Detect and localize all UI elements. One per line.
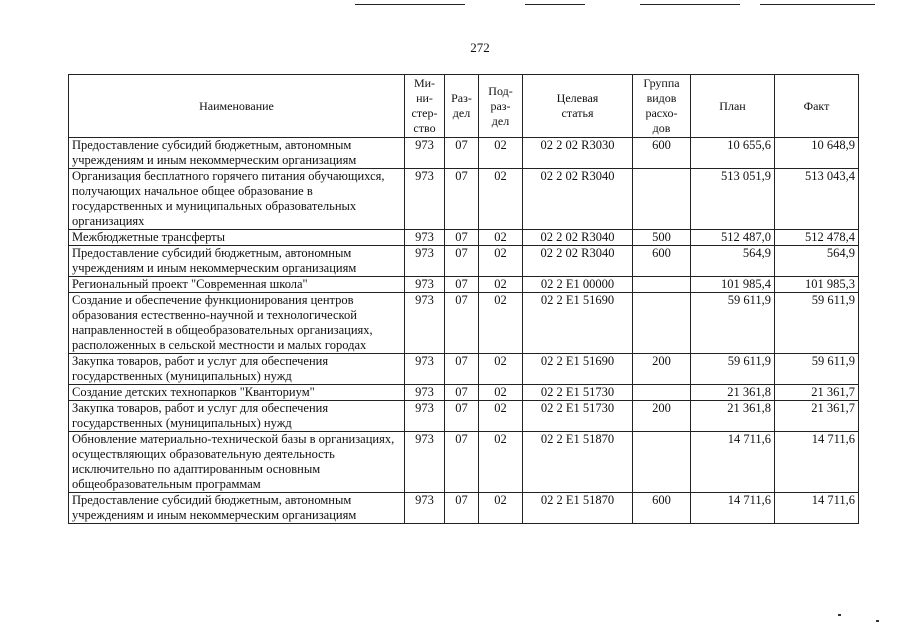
table-row <box>69 230 859 246</box>
top-rule-3 <box>640 4 740 5</box>
table-row <box>69 401 859 432</box>
row-group: 600 <box>633 246 691 277</box>
row-subsection: 02 <box>479 246 523 277</box>
row-plan: 564,9 <box>691 246 775 277</box>
header-plan: План <box>691 75 775 138</box>
table-row <box>69 138 859 169</box>
row-fact: 564,9 <box>775 246 859 277</box>
row-group: 500 <box>633 230 691 246</box>
row-subsection: 02 <box>479 432 523 493</box>
row-group <box>633 169 691 230</box>
row-target: 02 2 E1 00000 <box>523 277 633 293</box>
row-name: Предоставление субсидий бюджетным, автономным учреждениям и иным некоммерческим организациям <box>69 246 405 277</box>
row-group: 200 <box>633 401 691 432</box>
row-section: 07 <box>445 493 479 524</box>
row-ministry: 973 <box>405 493 445 524</box>
scan-speck <box>838 614 841 616</box>
row-group <box>633 385 691 401</box>
row-name: Создание детских технопарков "Кванториум" <box>69 385 405 401</box>
row-fact: 14 711,6 <box>775 493 859 524</box>
row-name: Предоставление субсидий бюджетным, автономным учреждениям и иным некоммерческим организациям <box>69 493 405 524</box>
row-ministry: 973 <box>405 230 445 246</box>
row-target: 02 2 E1 51870 <box>523 432 633 493</box>
row-fact: 21 361,7 <box>775 401 859 432</box>
table-row <box>69 432 859 493</box>
row-section: 07 <box>445 432 479 493</box>
row-target: 02 2 02 R3040 <box>523 230 633 246</box>
row-ministry: 973 <box>405 293 445 354</box>
row-fact: 59 611,9 <box>775 293 859 354</box>
row-subsection: 02 <box>479 230 523 246</box>
table-row <box>69 246 859 277</box>
table-row <box>69 169 859 230</box>
row-group: 200 <box>633 354 691 385</box>
row-name: Межбюджетные трансферты <box>69 230 405 246</box>
header-subsection: Под- раз- дел <box>479 75 523 138</box>
row-fact: 59 611,9 <box>775 354 859 385</box>
row-plan: 10 655,6 <box>691 138 775 169</box>
row-subsection: 02 <box>479 401 523 432</box>
row-target: 02 2 02 R3040 <box>523 169 633 230</box>
row-subsection: 02 <box>479 385 523 401</box>
row-plan: 14 711,6 <box>691 432 775 493</box>
row-plan: 513 051,9 <box>691 169 775 230</box>
row-section: 07 <box>445 246 479 277</box>
row-ministry: 973 <box>405 169 445 230</box>
row-name: Предоставление субсидий бюджетным, автономным учреждениям и иным некоммерческим организациям <box>69 138 405 169</box>
table-row <box>69 493 859 524</box>
row-ministry: 973 <box>405 138 445 169</box>
row-target: 02 2 02 R3030 <box>523 138 633 169</box>
row-ministry: 973 <box>405 246 445 277</box>
row-fact: 513 043,4 <box>775 169 859 230</box>
header-section: Раз- дел <box>445 75 479 138</box>
row-target: 02 2 E1 51730 <box>523 385 633 401</box>
budget-table <box>68 74 859 524</box>
row-ministry: 973 <box>405 354 445 385</box>
row-plan: 512 487,0 <box>691 230 775 246</box>
top-rule-4 <box>760 4 875 5</box>
row-subsection: 02 <box>479 493 523 524</box>
row-name: Закупка товаров, работ и услуг для обеспечения государственных (муниципальных) нужд <box>69 354 405 385</box>
row-name: Организация бесплатного горячего питания обучающихся, получающих начальное общее образование в государственных и муниципальных образовательных организациях <box>69 169 405 230</box>
header-fact: Факт <box>775 75 859 138</box>
table-header-row <box>69 75 859 138</box>
row-target: 02 2 E1 51870 <box>523 493 633 524</box>
row-name: Закупка товаров, работ и услуг для обеспечения государственных (муниципальных) нужд <box>69 401 405 432</box>
row-ministry: 973 <box>405 277 445 293</box>
row-group: 600 <box>633 138 691 169</box>
top-rule-2 <box>525 4 585 5</box>
row-group <box>633 432 691 493</box>
row-fact: 512 478,4 <box>775 230 859 246</box>
table-row <box>69 277 859 293</box>
row-target: 02 2 E1 51730 <box>523 401 633 432</box>
row-section: 07 <box>445 401 479 432</box>
row-section: 07 <box>445 385 479 401</box>
row-group <box>633 277 691 293</box>
row-plan: 21 361,8 <box>691 401 775 432</box>
row-section: 07 <box>445 354 479 385</box>
table-row <box>69 354 859 385</box>
row-section: 07 <box>445 293 479 354</box>
table-row <box>69 385 859 401</box>
row-subsection: 02 <box>479 293 523 354</box>
row-section: 07 <box>445 277 479 293</box>
row-ministry: 973 <box>405 432 445 493</box>
row-plan: 101 985,4 <box>691 277 775 293</box>
row-name: Обновление материально-технической базы в организациях, осуществляющих образовательную деятельность исключительно по адаптированным основным общеобразовательным программам <box>69 432 405 493</box>
top-rule-1 <box>355 4 465 5</box>
row-plan: 59 611,9 <box>691 354 775 385</box>
row-target: 02 2 02 R3040 <box>523 246 633 277</box>
row-group <box>633 293 691 354</box>
row-plan: 14 711,6 <box>691 493 775 524</box>
row-subsection: 02 <box>479 354 523 385</box>
row-section: 07 <box>445 169 479 230</box>
header-group: Группа видов расхо- дов <box>633 75 691 138</box>
row-ministry: 973 <box>405 401 445 432</box>
row-name: Региональный проект "Современная школа" <box>69 277 405 293</box>
row-plan: 59 611,9 <box>691 293 775 354</box>
row-fact: 10 648,9 <box>775 138 859 169</box>
row-fact: 101 985,3 <box>775 277 859 293</box>
row-name: Создание и обеспечение функционирования центров образования естественно-научной и технологической направленностей в общеобразовательных организациях, расположенных в сельской местности и малых городах <box>69 293 405 354</box>
row-target: 02 2 E1 51690 <box>523 293 633 354</box>
scan-speck <box>876 620 879 622</box>
table-row <box>69 293 859 354</box>
row-ministry: 973 <box>405 385 445 401</box>
row-subsection: 02 <box>479 277 523 293</box>
row-fact: 14 711,6 <box>775 432 859 493</box>
row-plan: 21 361,8 <box>691 385 775 401</box>
row-target: 02 2 E1 51690 <box>523 354 633 385</box>
header-name: Наименование <box>69 75 405 138</box>
row-subsection: 02 <box>479 169 523 230</box>
row-section: 07 <box>445 138 479 169</box>
row-section: 07 <box>445 230 479 246</box>
header-target: Целевая статья <box>523 75 633 138</box>
row-subsection: 02 <box>479 138 523 169</box>
row-fact: 21 361,7 <box>775 385 859 401</box>
table-body <box>69 138 859 524</box>
row-group: 600 <box>633 493 691 524</box>
page-number: 272 <box>470 40 490 55</box>
header-ministry: Ми- ни- стер- ство <box>405 75 445 138</box>
